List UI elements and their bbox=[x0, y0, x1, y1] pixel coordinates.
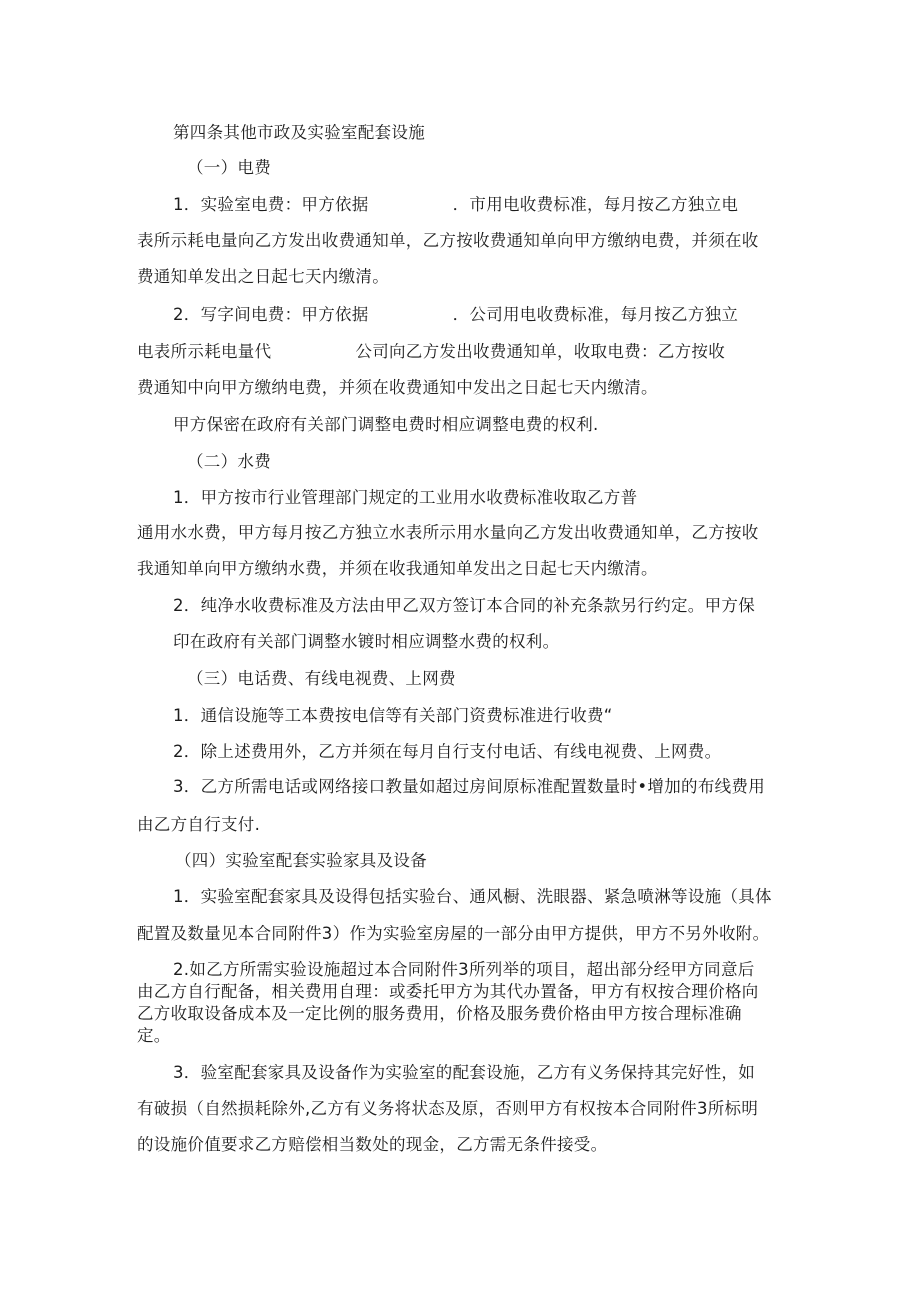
text-line: 2．纯净水收费标准及方法由甲乙双方签订本合同的补充条款另行约定。甲方保 bbox=[173, 596, 755, 615]
text-line: 的设施价值要求乙方赔偿相当数处的现金，乙方需无条件接受。 bbox=[137, 1135, 608, 1154]
text-line: 1．甲方按市行业管理部门规定的工业用水收费标准收取乙方普 bbox=[173, 488, 638, 507]
text-line: 1．实验室电费：甲方依据 ．市用电收费标准，每月按乙方独立电 bbox=[173, 195, 739, 214]
text-line: 配置及数量见本合同附件3）作为实验室房屋的一部分由甲方提供，甲方不另外收附。 bbox=[137, 924, 770, 943]
text-line: 2．写字间电费：甲方依据 ．公司用电收费标准，每月按乙方独立 bbox=[173, 305, 739, 324]
text-line: 由乙方自行支付. bbox=[137, 815, 261, 834]
text-line: 2.如乙方所需实验设施超过本合同附件3所列举的项目，超出部分经甲方同意后 bbox=[173, 960, 755, 979]
text-line: 乙方收取设备成本及一定比例的服务费用，价格及服务费价格由甲方按合理标准确 bbox=[137, 1004, 742, 1023]
text-line: 甲方保密在政府有关部门调整电费时相应调整电费的权利. bbox=[173, 415, 599, 434]
text-line: 我通知单向甲方缴纳水费，并须在收我通知单发出之日起七天内缴清。 bbox=[137, 559, 658, 578]
section-heading-electricity: （一）电费 bbox=[187, 158, 271, 177]
text-line: 定。 bbox=[137, 1026, 171, 1045]
text-line: 电表所示耗电量代 公司向乙方发出收费通知单，收取电费：乙方按收 bbox=[137, 342, 725, 361]
text-line: 2．除上述费用外，乙方并须在每月自行支付电话、有线电视费、上网费。 bbox=[173, 742, 722, 761]
section-heading-lab-furniture: （四）实验室配套实验家具及设备 bbox=[175, 851, 427, 870]
text-line: 表所示耗电量向乙方发出收费通知单，乙方按收费通知单向甲方缴纳电费，并须在收 bbox=[137, 231, 759, 250]
text-line: 3．验室配套家具及设备作为实验室的配套设施，乙方有义务保持其完好性，如 bbox=[173, 1063, 755, 1082]
text-line: 由乙方自行配备，相关费用自理：或委托甲方为其代办置备，甲方有权按合理价格向 bbox=[137, 982, 759, 1001]
text-line: 1．实验室配套家具及设得包括实验台、通风橱、洗眼器、紧急喷淋等设施（具体 bbox=[173, 887, 772, 906]
section-heading-water: （二）水费 bbox=[187, 452, 271, 471]
article-heading: 第四条其他市政及实验室配套设施 bbox=[173, 123, 425, 142]
text-line: 有破损（自然损耗除外,乙方有义务将状态及原，否则甲方有权按本合同附件3所标明 bbox=[137, 1099, 759, 1118]
section-heading-telecom: （三）电话费、有线电视费、上网费 bbox=[187, 669, 456, 688]
text-line: 1．通信设施等工本费按电信等有关部门资费标准进行收费“ bbox=[173, 706, 613, 725]
text-line: 费通知中向甲方缴纳电费，并须在收费通知中发出之日起七天内缴清。 bbox=[137, 378, 658, 397]
text-line: 3．乙方所需电话或网络接口教量如超过房间原标准配置数量时•增加的布线费用 bbox=[173, 777, 766, 796]
text-line: 通用水水费，甲方每月按乙方独立水表所示用水量向乙方发出收费通知单，乙方按收 bbox=[137, 523, 759, 542]
text-line: 费通知单发出之日起七天内缴清。 bbox=[137, 267, 389, 286]
text-line: 印在政府有关部门调整水镀时相应调整水费的权利。 bbox=[173, 632, 560, 651]
